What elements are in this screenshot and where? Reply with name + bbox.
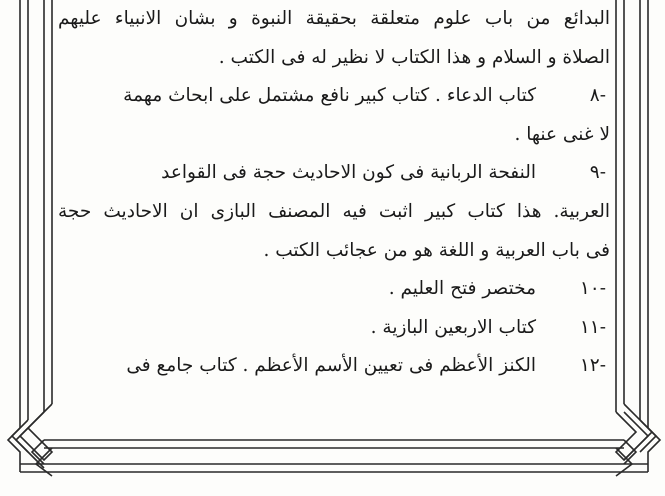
item-number: -٩ (589, 162, 606, 184)
line-text: الكنز الأعظم فى تعيين الأسم الأعظم . كتاب جامع فى (126, 355, 536, 377)
text-line (58, 232, 610, 271)
item-number: -١١ (579, 316, 606, 338)
item-number: -١٢ (579, 355, 606, 377)
line-text: لا غنى عنها . (514, 123, 610, 145)
list-item (58, 270, 610, 309)
text-line (58, 0, 610, 39)
list-item (58, 77, 610, 116)
item-number: -٨ (589, 85, 606, 107)
text-body (58, 0, 610, 440)
list-item (58, 347, 610, 386)
item-number: -١٠ (579, 278, 606, 300)
line-text: فى باب العربية و اللغة هو من عجائب الكتب . (263, 239, 610, 261)
line-text: كتاب الدعاء . كتاب كبير نافع مشتمل على ابحاث مهمة (123, 85, 536, 107)
line-text: البدائع من باب علوم متعلقة بحقيقة النبوة و بشان الانبياء عليهم (58, 8, 610, 29)
text-line (58, 39, 610, 78)
line-text: الصلاة و السلام و هذا الكتاب لا نظير له فى الكتب . (218, 46, 610, 68)
line-text: العربية. هذا كتاب كبير اثبت فيه المصنف البازى ان الاحاديث حجة (58, 200, 610, 222)
line-text: كتاب الاربعين البازية . (370, 316, 536, 338)
list-item (58, 309, 610, 348)
line-text: مختصر فتح العليم . (388, 278, 536, 300)
line-text: النفحة الربانية فى كون الاحاديث حجة فى القواعد (161, 162, 536, 184)
list-item (58, 154, 610, 193)
text-line (58, 193, 610, 232)
text-line (58, 116, 610, 155)
